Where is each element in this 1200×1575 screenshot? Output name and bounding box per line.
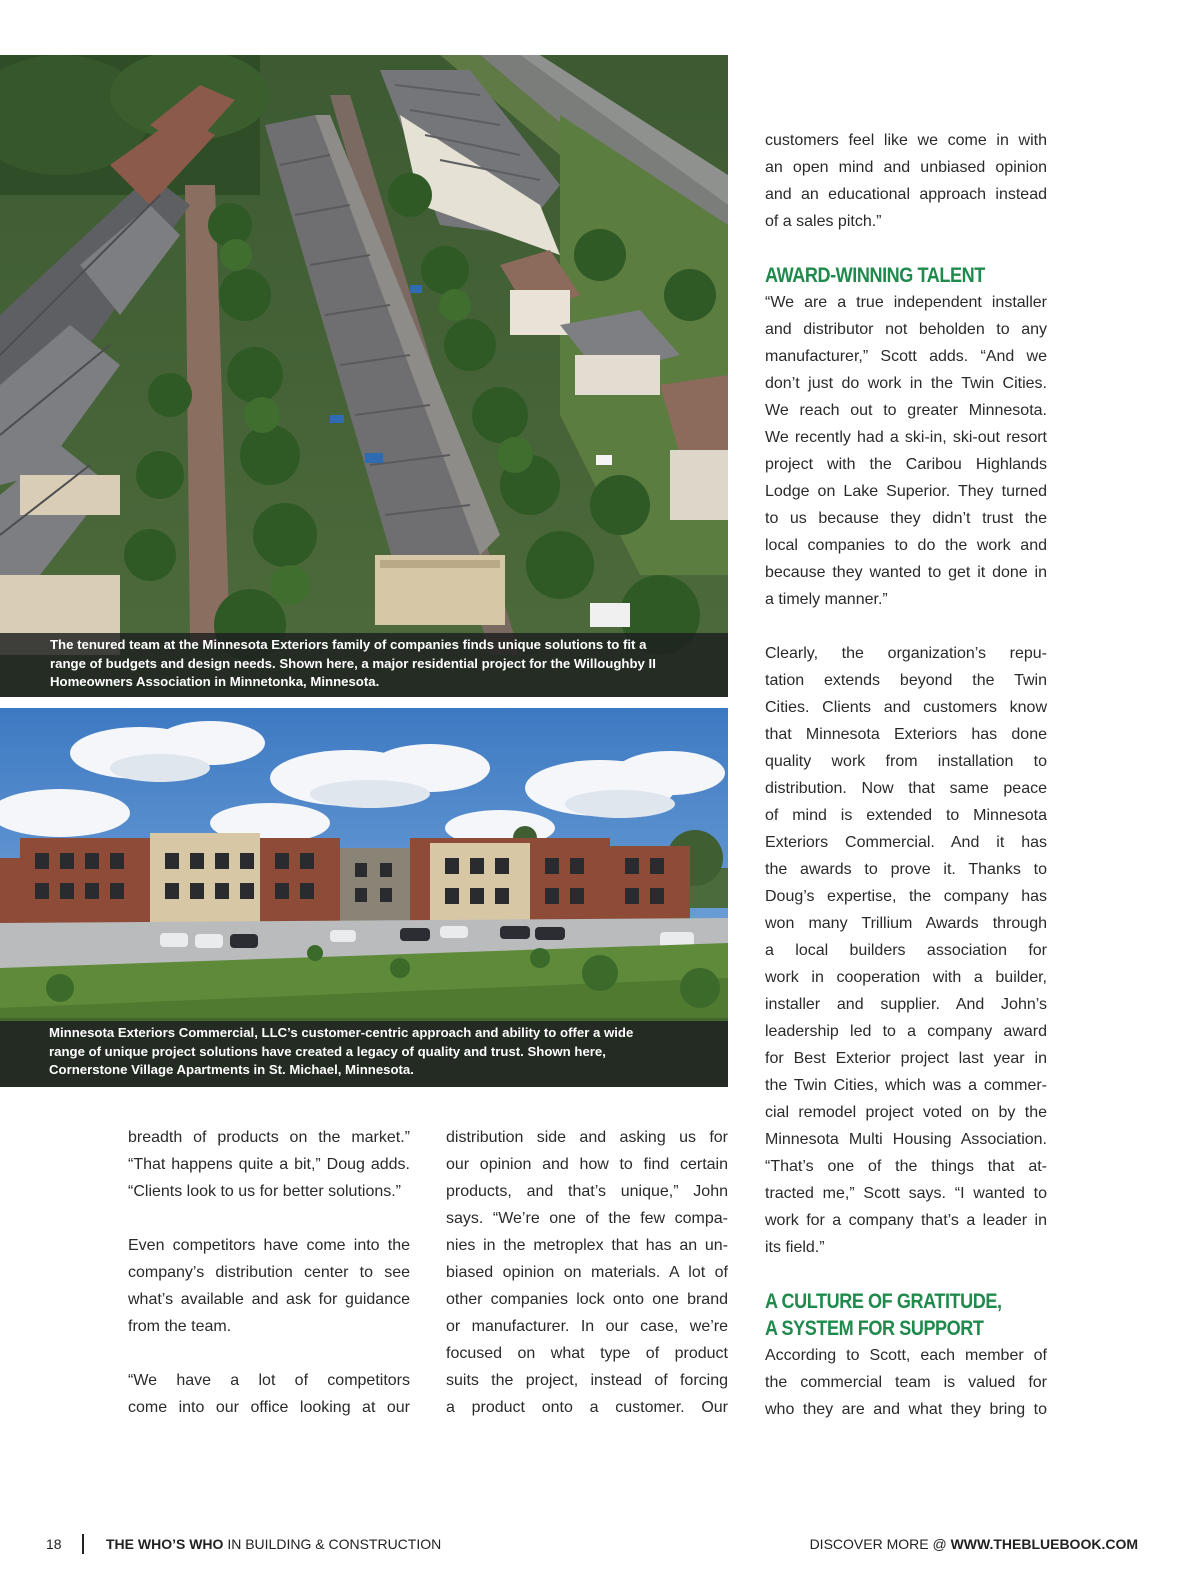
text-line: come into our office looking at our [128, 1399, 410, 1416]
text-line: “That happens quite a bit,” Doug adds. [128, 1156, 410, 1173]
text-line: the Twin Cities, which was a commer- [765, 1077, 1047, 1094]
text-line: Even competitors have come into the [128, 1237, 410, 1254]
text-line: products, and that’s unique,” John [446, 1183, 728, 1200]
text-line: and an educational approach instead [765, 186, 1047, 203]
text-line: breadth of products on the market.” [128, 1129, 410, 1146]
text-line: “That’s one of the things that at- [765, 1158, 1047, 1175]
page-footer [0, 1534, 1200, 1554]
caption-line: range of unique project solutions have created a legacy of quality and trust. Shown here, [49, 1043, 606, 1059]
text-line: that Minnesota Exteriors has done [765, 726, 1047, 743]
text-line: for Best Exterior project last year in [765, 1050, 1047, 1067]
website-url[interactable]: WWW.THEBLUEBOOK.COM [950, 1536, 1138, 1552]
aerial-neighborhood-photo [0, 55, 728, 697]
text-line: Cities. Clients and customers know [765, 699, 1047, 716]
text-line: who they are and what they bring to [765, 1401, 1047, 1418]
text-line: tation extends beyond the Twin [765, 672, 1047, 689]
text-line: what’s available and ask for guidance [128, 1291, 410, 1308]
text-line: suits the project, instead of forcing [446, 1372, 728, 1389]
discover-prefix: DISCOVER MORE @ [809, 1536, 951, 1552]
text-line: distribution. Now that same peace [765, 780, 1047, 797]
text-line: won many Trillium Awards through [765, 915, 1047, 932]
text-line: Lodge on Lake Superior. They turned [765, 483, 1047, 500]
text-line: We reach out to greater Minnesota. [765, 402, 1047, 419]
text-line: cial remodel project voted on by the [765, 1104, 1047, 1121]
text-line: work for a company that’s a leader in [765, 1212, 1047, 1229]
publication-name-bold: THE WHO’S WHO [106, 1536, 224, 1552]
section-heading-culture-of-gratitude: A CULTURE OF GRATITUDE, [765, 1290, 1002, 1313]
publication-name-rest: IN BUILDING & CONSTRUCTION [223, 1536, 442, 1552]
text-line: because they wanted to get it done in [765, 564, 1047, 581]
text-line: other companies lock onto one brand [446, 1291, 728, 1308]
caption-line: Homeowners Association in Minnetonka, Minnesota. [50, 674, 380, 689]
text-line: Minnesota Multi Housing Association. [765, 1131, 1047, 1148]
text-line: “Clients look to us for better solutions.” [128, 1183, 402, 1200]
text-line: the commercial team is valued for [765, 1374, 1047, 1391]
text-line: from the team. [128, 1318, 232, 1335]
text-line: leadership led to a company award [765, 1023, 1047, 1040]
text-line: an open mind and unbiased opinion [765, 159, 1047, 176]
text-line: installer and supplier. And John’s [765, 996, 1047, 1013]
text-line: a local builders association for [765, 942, 1047, 959]
text-line: its field.” [765, 1239, 825, 1256]
text-line: customers feel like we come in with [765, 132, 1047, 149]
text-line: Exteriors Commercial. And it has [765, 834, 1047, 851]
text-line: manufacturer,” Scott adds. “And we [765, 348, 1047, 365]
text-line: don’t just do work in the Twin Cities. [765, 375, 1047, 392]
article-column-middle [446, 1124, 728, 1421]
section-heading-system-for-support: A SYSTEM FOR SUPPORT [765, 1317, 984, 1340]
section-heading-award-winning-talent: AWARD-WINNING TALENT [765, 264, 985, 287]
caption-line: range of budgets and design needs. Shown here, a major residential project for the Willoughby II [50, 655, 656, 671]
text-line: of a sales pitch.” [765, 213, 882, 230]
page-number: 18 [46, 1536, 62, 1552]
text-line: Doug’s expertise, the company has [765, 888, 1047, 905]
text-line: our opinion and how to find certain [446, 1156, 728, 1173]
text-line: a timely manner.” [765, 591, 888, 608]
caption-line: Cornerstone Village Apartments in St. Michael, Minnesota. [49, 1062, 414, 1077]
text-line: local companies to do the work and [765, 537, 1047, 554]
text-line: says. “We’re one of the few compa- [446, 1210, 728, 1227]
aerial-neighborhood-illustration [0, 55, 728, 697]
text-line: “We have a lot of competitors [128, 1372, 410, 1389]
text-line: a product onto a customer. Our [446, 1399, 728, 1416]
text-line: biased opinion on materials. A lot of [446, 1264, 728, 1281]
discover-more-link[interactable] [810, 1536, 1138, 1552]
text-line: project with the Caribou Highlands [765, 456, 1047, 473]
caption-line: Minnesota Exteriors Commercial, LLC’s customer-centric approach and ability to offer a wide [49, 1025, 634, 1040]
text-line: and distributor not beholden to any [765, 321, 1047, 338]
text-line: of mind is extended to Minnesota [765, 807, 1047, 824]
text-line: quality work from installation to [765, 753, 1047, 770]
top-photo-caption [0, 633, 728, 697]
text-line: Clearly, the organization’s repu- [765, 645, 1047, 662]
footer-divider [82, 1534, 84, 1554]
article-column-left [128, 1124, 410, 1421]
text-line: or manufacturer. In our case, we’re [446, 1318, 728, 1335]
bottom-photo-caption [0, 1021, 728, 1087]
text-line: We recently had a ski-in, ski-out resort [765, 429, 1047, 446]
text-line: the awards to prove it. Thanks to [765, 861, 1047, 878]
text-line: “We are a true independent installer [765, 294, 1047, 311]
text-line: to us because they didn’t trust the [765, 510, 1047, 527]
text-line: focused on what type of product [446, 1345, 728, 1362]
text-line: work in cooperation with a builder, [765, 969, 1047, 986]
text-line: nies in the metroplex that has an un- [446, 1237, 728, 1254]
text-line: distribution side and asking us for [446, 1129, 728, 1146]
article-column-right [765, 127, 1047, 1423]
caption-line: The tenured team at the Minnesota Exteriors family of companies finds unique solutions to fit a [50, 637, 647, 652]
text-line: tracted me,” Scott says. “I wanted to [765, 1185, 1047, 1202]
text-line: company’s distribution center to see [128, 1264, 410, 1281]
text-line: According to Scott, each member of [765, 1347, 1047, 1364]
publication-name [106, 1536, 441, 1552]
